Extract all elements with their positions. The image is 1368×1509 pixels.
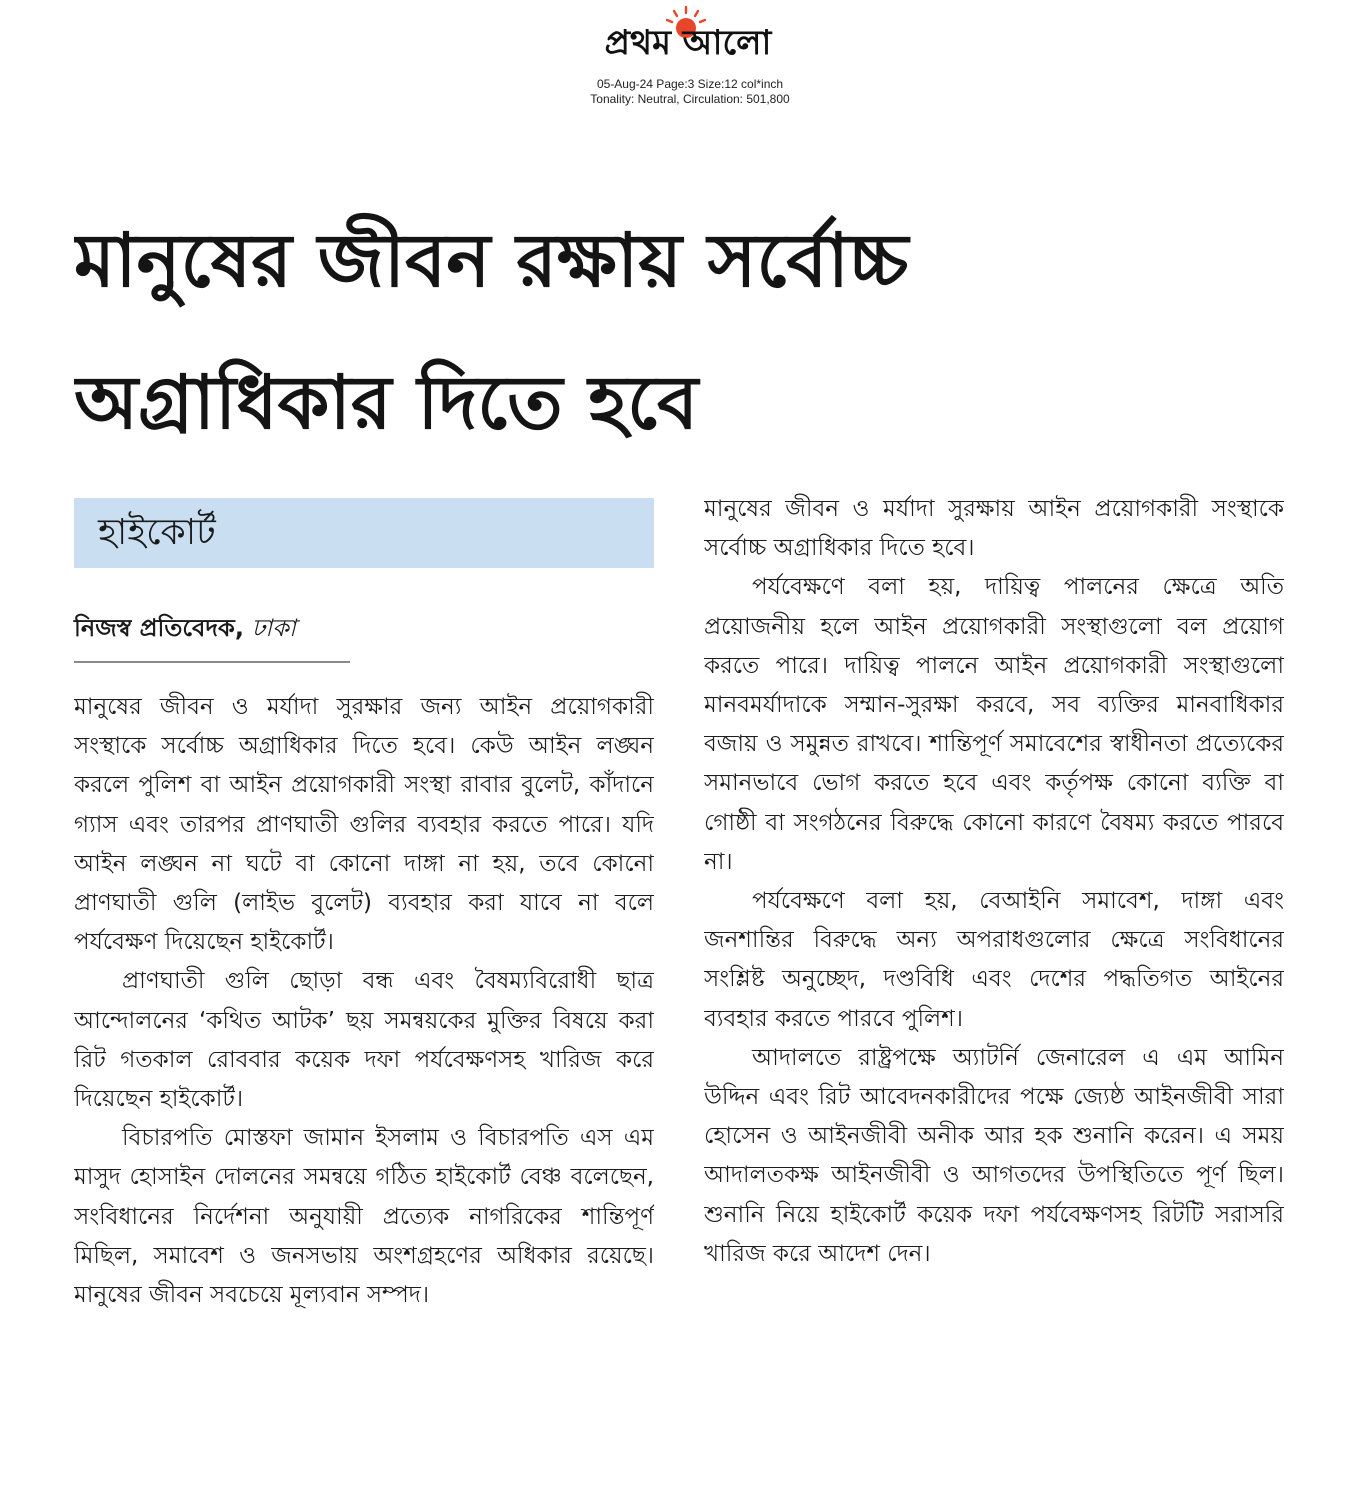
masthead xyxy=(0,0,1368,110)
paragraph: বিচারপতি মোস্তফা জামান ইসলাম ও বিচারপতি এস এম মাসুদ হোসাইন দোলনের সমন্বয়ে গঠিত হাইকোর্ট বেঞ্চ বলেছেন, সংবিধানের নির্দেশনা অনুযায়ী প্রত্যেক নাগরিকের শান্তিপূর্ণ মিছিল, সমাবেশ ও জনসভায় অংশগ্রহণের অধিকার রয়েছে। মানুষের জীবন সবচেয়ে মূল্যবান সম্পদ। xyxy=(74,1125,654,1309)
headline-line-2: অগ্রাধিকার দিতে হবে xyxy=(74,360,699,446)
paragraph: মানুষের জীবন ও মর্যাদা সুরক্ষায় আইন প্রয়োগকারী সংস্থাকে সর্বোচ্চ অগ্রাধিকার দিতে হবে। xyxy=(704,496,1284,562)
headline-line-1: মানুষের জীবন রক্ষায় সর্বোচ্চ xyxy=(74,218,909,304)
paragraph: পর্যবেক্ষণে বলা হয়, দায়িত্ব পালনের ক্ষেত্রে অতি প্রয়োজনীয় হলে আইন প্রয়োগকারী সংস্থাগুলো বল প্রয়োগ করতে পারে। দায়িত্ব পালনে আইন প্রয়োগকারী সংস্থাগুলো মানবমর্যাদাকে সম্মান-সুরক্ষা করবে, সব ব্যক্তির মানবাধিকার বজায় ও সমুন্নত রাখবে। শান্তিপূর্ণ সমাবেশের স্বাধীনতা প্রত্যেকের সমানভাবে ভোগ করতে হবে এবং কর্তৃপক্ষ কোনো ব্যক্তি বা গোষ্ঠী বা সংগঠনের বিরুদ্ধে কোনো কারণে বৈষম্য করতে পারবে না। xyxy=(704,574,1284,875)
byline-divider xyxy=(74,661,350,663)
section-label: হাইকোর্ট xyxy=(98,512,216,553)
clipping-meta-date: 05-Aug-24 Page:3 Size:12 col*inch xyxy=(596,77,784,91)
byline xyxy=(74,608,374,648)
newspaper-logo xyxy=(548,4,828,70)
logo-wordmark: প্রথম আলো xyxy=(604,23,772,63)
section-banner xyxy=(74,498,654,568)
byline-author: নিজস্ব প্রতিবেদক, xyxy=(74,614,244,642)
article-column-left xyxy=(74,688,654,1408)
paragraph: মানুষের জীবন ও মর্যাদা সুরক্ষার জন্য আইন প্রয়োগকারী সংস্থাকে সর্বোচ্চ অগ্রাধিকার দিতে হবে। কেউ আইন লঙ্ঘন করলে পুলিশ বা আইন প্রয়োগকারী সংস্থা রাবার বুলেট, কাঁদানে গ্যাস এবং তারপর প্রাণঘাতী গুলির ব্যবহার করতে পারে। যদি আইন লঙ্ঘন না ঘটে বা কোনো দাঙ্গা না হয়, তবে কোনো প্রাণঘাতী গুলি (লাইভ বুলেট) ব্যবহার করা যাবে না বলে পর্যবেক্ষণ দিয়েছেন হাইকোর্ট। xyxy=(74,694,654,956)
article-column-right xyxy=(704,490,1284,1410)
paragraph: আদালতে রাষ্ট্রপক্ষে অ্যাটর্নি জেনারেল এ এম আমিন উদ্দিন এবং রিট আবেদনকারীদের পক্ষে জ্যেষ্ঠ আইনজীবী সারা হোসেন ও আইনজীবী অনীক আর হক শুনানি করেন। এ সময় আদালতকক্ষ আইনজীবী ও আগতদের উপস্থিতিতে পূর্ণ ছিল। শুনানি নিয়ে হাইকোর্ট কয়েক দফা পর্যবেক্ষণসহ রিটটি সরাসরি খারিজ করে আদেশ দেন। xyxy=(704,1044,1284,1267)
clipping-meta-tonality: Tonality: Neutral, Circulation: 501,800 xyxy=(590,92,790,106)
paragraph: প্রাণঘাতী গুলি ছোড়া বন্ধ এবং বৈষম্যবিরোধী ছাত্র আন্দোলনের ‘কথিত আটক’ ছয় সমন্বয়কের মুক্তির বিষয়ে করা রিট গতকাল রোববার কয়েক দফা পর্যবেক্ষণসহ খারিজ করে দিয়েছেন হাইকোর্ট। xyxy=(74,968,654,1113)
paragraph: পর্যবেক্ষণে বলা হয়, বেআইনি সমাবেশ, দাঙ্গা এবং জনশান্তির বিরুদ্ধে অন্য অপরাধগুলোর ক্ষেত্রে সংবিধানের সংশ্লিষ্ট অনুচ্ছেদ, দণ্ডবিধি এবং দেশের পদ্ধতিগত আইনের ব্যবহার করতে পারবে পুলিশ। xyxy=(704,888,1284,1032)
byline-place: ঢাকা xyxy=(243,614,296,642)
